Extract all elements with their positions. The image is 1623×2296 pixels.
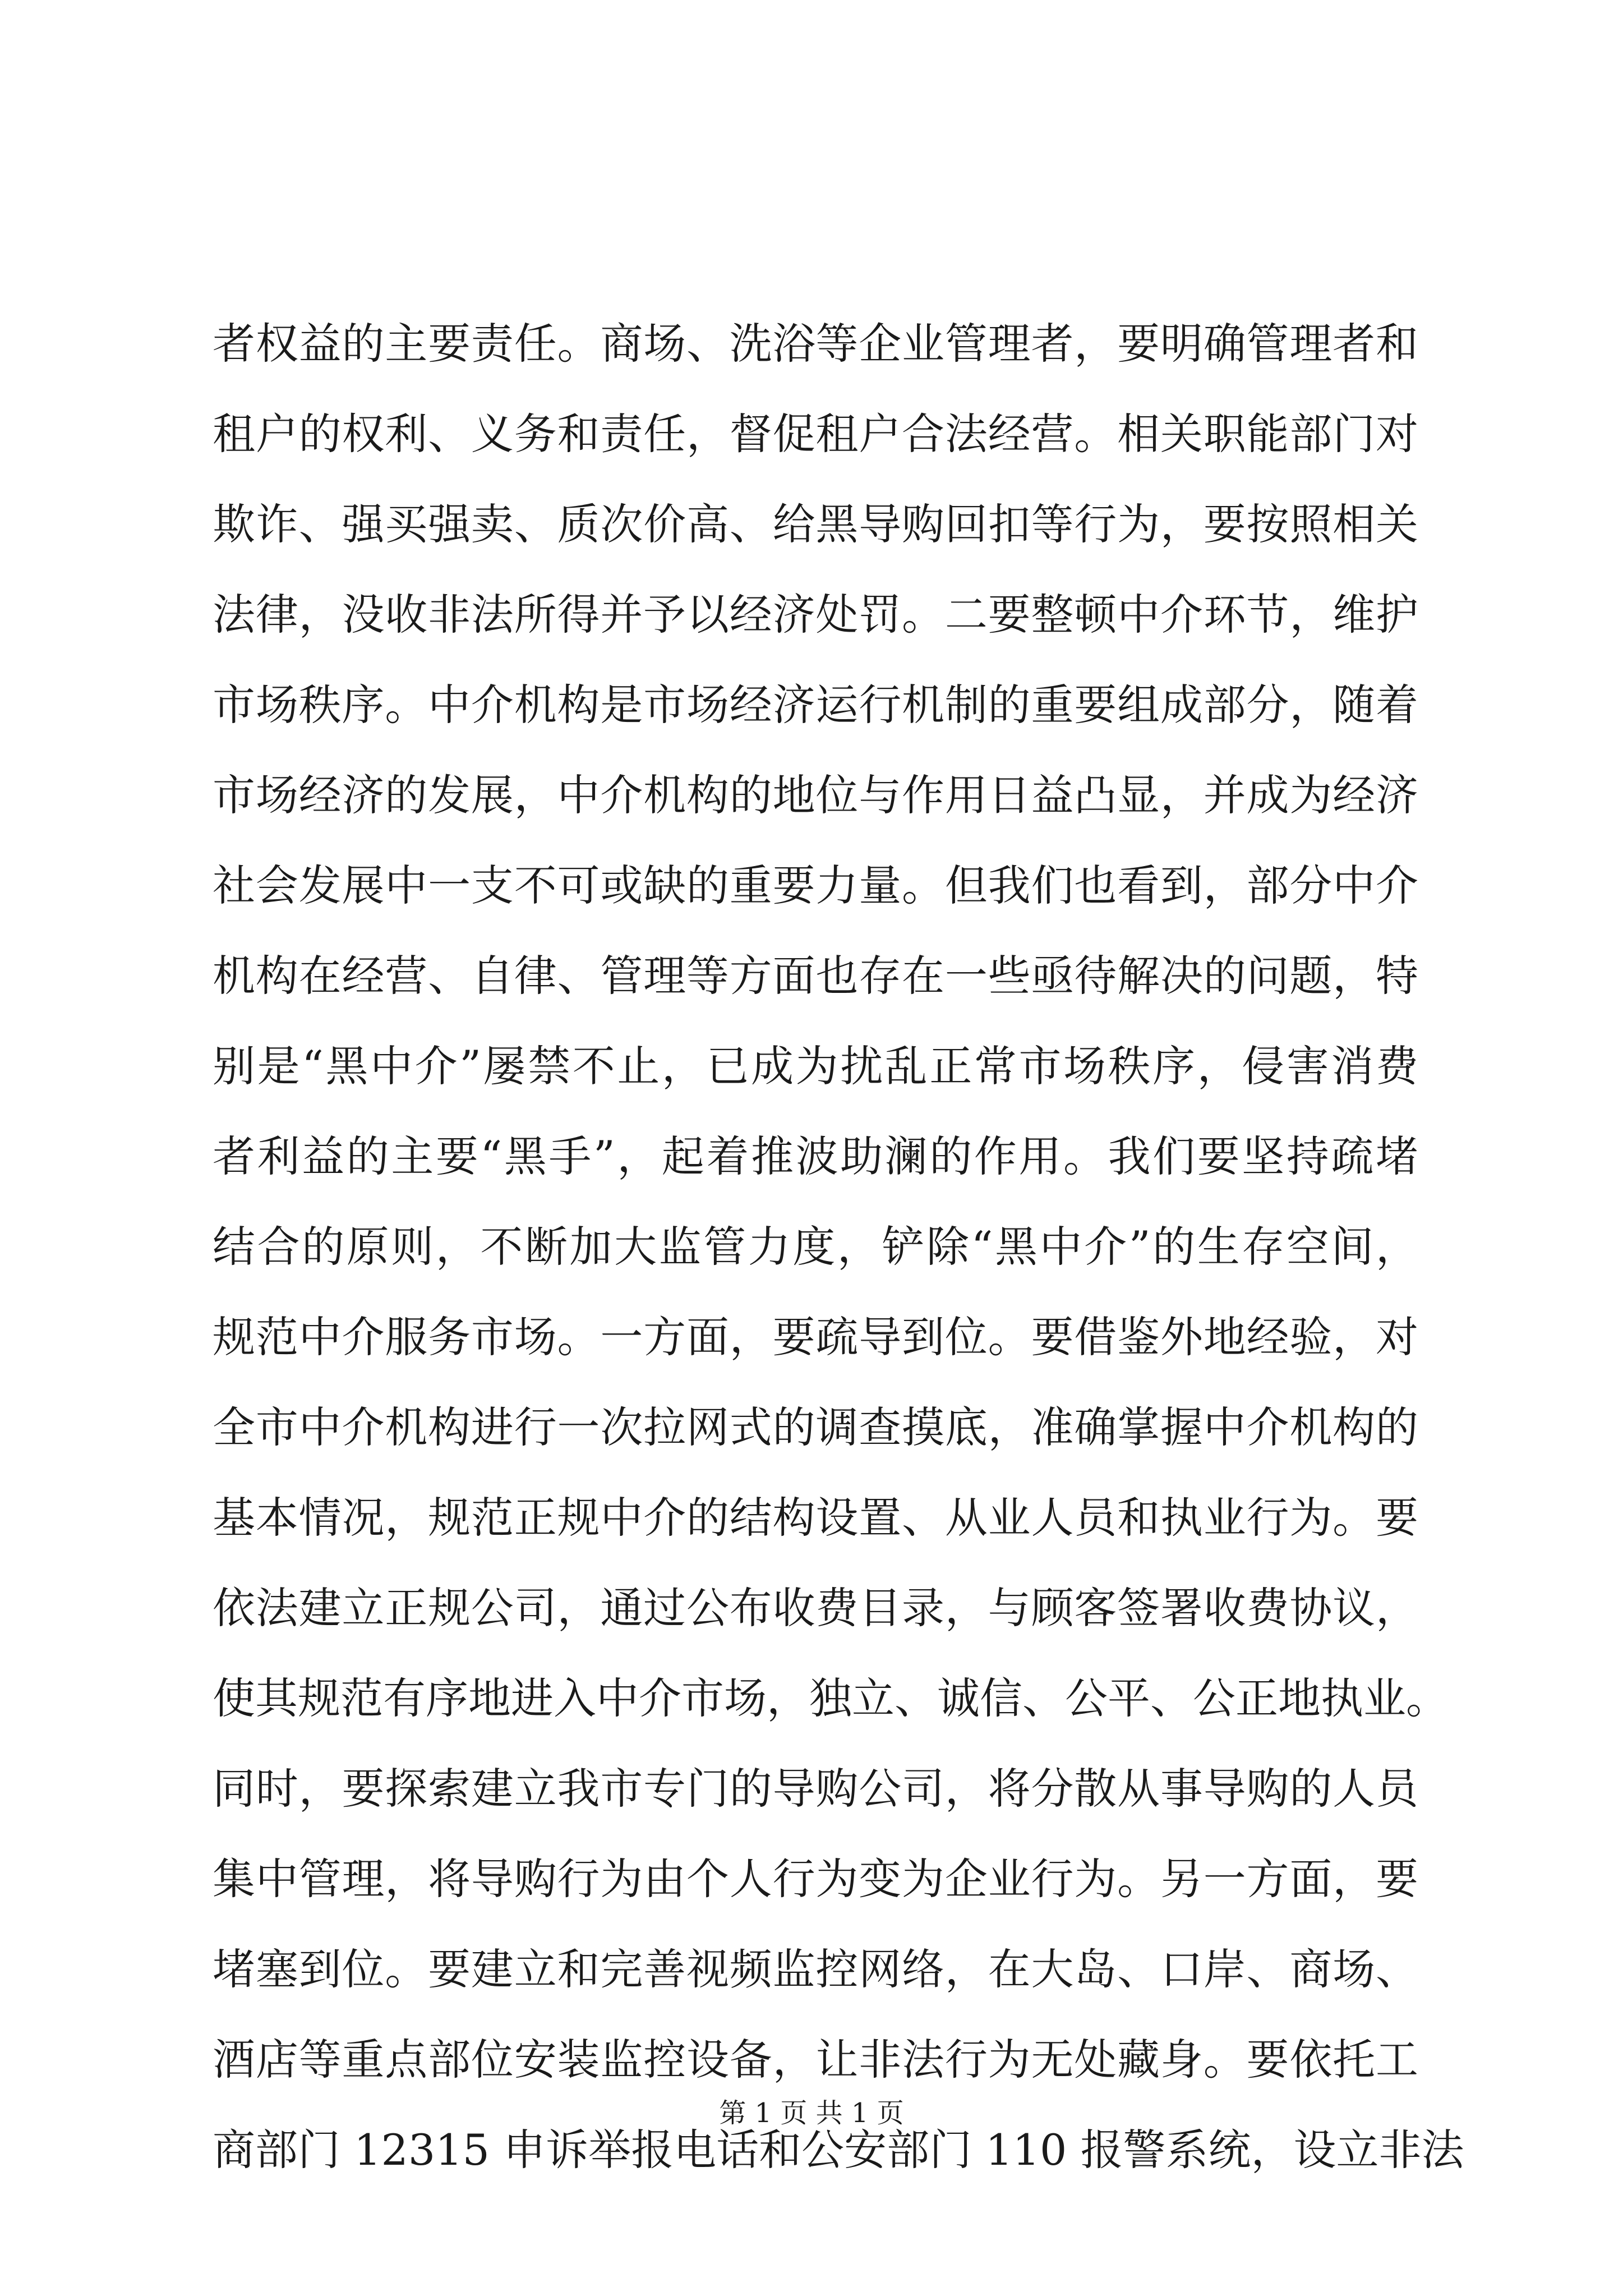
text-line-18: 集中管理，将导购行为由个人行为变为企业行为。另一方面，要 [213,1854,1418,1904]
text-line-2: 租户的权利、义务和责任，督促租户合法经营。相关职能部门对 [213,409,1418,459]
text-line-17: 同时，要探索建立我市专门的导购公司，将分散从事导购的人员 [213,1764,1418,1814]
body-text [213,298,1464,2195]
text-line-20: 酒店等重点部位安装监控设备，让非法行为无处藏身。要依托工 [213,2035,1418,2085]
text-line-19: 堵塞到位。要建立和完善视频监控网络，在大岛、口岸、商场、 [213,1944,1418,1994]
text-line-6: 市场经济的发展，中介机构的地位与作用日益凸显，并成为经济 [213,770,1418,820]
text-line-21: 商部门 12315 申诉举报电话和公安部门 110 报警系统，设立非法 [213,2125,1464,2175]
text-line-14: 基本情况，规范正规中介的结构设置、从业人员和执业行为。要 [213,1493,1418,1543]
text-line-16: 使其规范有序地进入中介市场，独立、诚信、公平、公正地执业。 [213,1673,1449,1723]
text-line-13: 全市中介机构进行一次拉网式的调查摸底，准确掌握中介机构的 [213,1402,1418,1452]
text-line-9: 别是“黑中介”屡禁不止，已成为扰乱正常市场秩序，侵害消费 [213,1041,1418,1091]
text-line-1: 者权益的主要责任。商场、洗浴等企业管理者，要明确管理者和 [213,319,1418,369]
text-line-7: 社会发展中一支不可或缺的重要力量。但我们也看到，部分中介 [213,861,1418,910]
page-footer: 第 1 页 共 1 页 [719,2097,904,2129]
text-line-3: 欺诈、强买强卖、质次价高、给黑导购回扣等行为，要按照相关 [213,499,1418,549]
text-line-4: 法律，没收非法所得并予以经济处罚。二要整顿中介环节，维护 [213,590,1418,639]
text-line-5: 市场秩序。中介机构是市场经济运行机制的重要组成部分，随着 [213,680,1418,730]
text-line-15: 依法建立正规公司，通过公布收费目录，与顾客签署收费协议， [213,1583,1418,1633]
text-line-12: 规范中介服务市场。一方面，要疏导到位。要借鉴外地经验，对 [213,1312,1418,1362]
text-line-11: 结合的原则，不断加大监管力度，铲除“黑中介”的生存空间， [213,1222,1418,1272]
text-line-10: 者利益的主要“黑手”，起着推波助澜的作用。我们要坚持疏堵 [213,1131,1418,1181]
text-line-8: 机构在经营、自律、管理等方面也存在一些亟待解决的问题，特 [213,951,1418,1001]
